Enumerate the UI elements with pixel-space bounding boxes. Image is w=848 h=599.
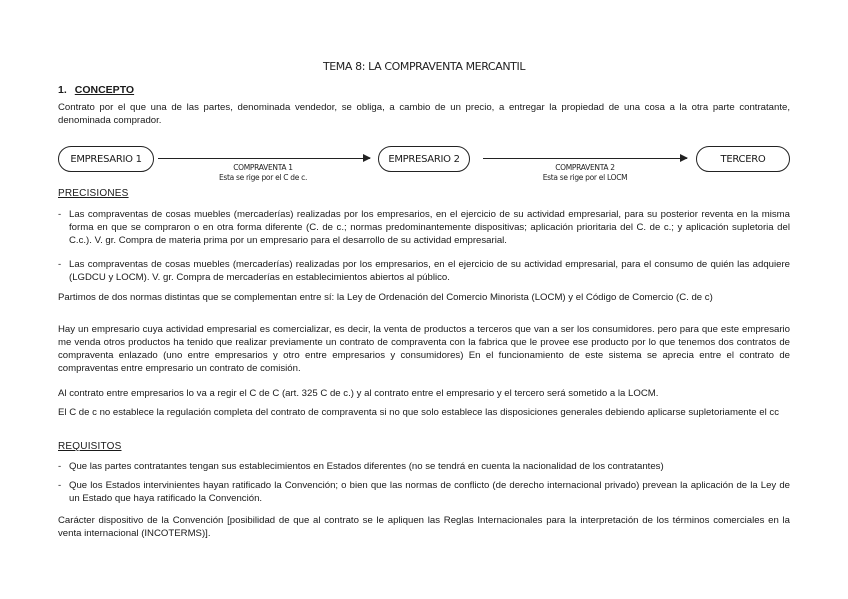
arrow-1-subtitle: Esta se rige por el C de c. xyxy=(218,173,308,182)
empresario-1-box: EMPRESARIO 1 xyxy=(58,146,154,172)
arrow-2-label xyxy=(490,163,680,183)
tercero-box: TERCERO xyxy=(696,146,790,172)
arrow-1-title: COMPRAVENTA 1 xyxy=(233,163,293,172)
precisiones-heading: PRECISIONES xyxy=(58,188,129,199)
requisitos-item-text: Que los Estados intervinientes hayan ratificado la Convención; o bien que las normas de conflicto (de derecho internacional privado) prevean la aplicación de la Ley de un Estado que haya ratificado la Convención. xyxy=(69,480,790,504)
section-heading-concepto xyxy=(58,84,134,96)
requisitos-item: - Que los Estados intervinientes hayan ratificado la Convención; o bien que las normas de conflicto (de derecho internacional privado) prevean la aplicación de la Ley de un Estado que haya ratificado la Convención. xyxy=(58,480,790,504)
paragraph-empresario: Hay un empresario cuya actividad empresarial es comercializar, es decir, la venta de productos a terceros que van a ser los consumidores. pero para que este empresario me venda otros productos ha tenido que realizar previamente un contrato de compraventa con la fabrica que le provee ese producto por lo que tenemos dos contratos de compraventa enlazado (uno entre empresarios y otro entre empresarios y consumidores) En el funcionamiento de este sistema se aprecia entre el contrato de compraventas entre empresario un contrato de comisión. xyxy=(58,324,790,374)
arrow-2-title: COMPRAVENTA 2 xyxy=(555,163,615,172)
arrow-1-label xyxy=(168,163,358,183)
document-title: TEMA 8: LA COMPRAVENTA MERCANTIL xyxy=(322,60,526,73)
section-number: 1. xyxy=(58,84,67,96)
section-title: CONCEPTO xyxy=(74,84,135,96)
requisitos-heading: REQUISITOS xyxy=(58,441,122,452)
precisiones-item: - Las compraventas de cosas muebles (mercaderías) realizadas por los empresarios, en el ejercicio de su actividad empresarial, para el consumo de quién las adquiere (LGDCU y LOCM). V. gr. Compra de mercaderías en establecimientos abiertos al público. xyxy=(58,259,790,283)
paragraph-normas: Partimos de dos normas distintas que se complementan entre sí: la Ley de Ordenación del Comercio Minorista (LOCM) y el Código de Comercio (C. de c) xyxy=(58,292,713,303)
arrow-1 xyxy=(158,158,370,159)
paragraph-supletorio: El C de c no establece la regulación completa del contrato de compraventa si no que solo establece las disposiciones generales debiendo aplicarse supletoriamente el cc xyxy=(58,407,780,418)
requisitos-item-text: Que las partes contratantes tengan sus establecimientos en Estados diferentes (no se tendrá en cuenta la nacionalidad de los contratantes) xyxy=(69,461,664,472)
concepto-paragraph: Contrato por el que una de las partes, denominada vendedor, se obliga, a cambio de un precio, a entregar la propiedad de una cosa a la otra parte contratante, denominada comprador. xyxy=(58,102,790,126)
precisiones-item-text: Las compraventas de cosas muebles (mercaderías) realizadas por los empresarios, en el ejercicio de su actividad empresarial, para su posterior reventa en la misma forma en que se compraron o en otra forma diferente (C. de c.; normas predominantemente dispositivas; aplicación prioritaria del C. de c.; y aplicación supletoria del C.c.). V. gr. Compra de materia prima por un empresario para el desarrollo de su actividad empresarial. xyxy=(69,209,790,246)
empresario-2-box: EMPRESARIO 2 xyxy=(378,146,470,172)
arrow-2-subtitle: Esta se rige por el LOCM xyxy=(542,173,628,182)
closing-paragraph: Carácter dispositivo de la Convención [posibilidad de que al contrato se le apliquen las Reglas Internacionales para la interpretación de los términos comerciales en la venta internacional (INCOTERMS)]. xyxy=(58,515,790,539)
precisiones-item: - Las compraventas de cosas muebles (mercaderías) realizadas por los empresarios, en el ejercicio de su actividad empresarial, para su posterior reventa en la misma forma en que se compraron o en otra forma diferente (C. de c.; normas predominantemente dispositivas; aplicación prioritaria del C. de c.; y aplicación supletoria del C.c.). V. gr. Compra de materia prima por un empresario para el desarrollo de su actividad empresarial. xyxy=(58,209,790,246)
arrow-2 xyxy=(483,158,687,159)
precisiones-item-text: Las compraventas de cosas muebles (mercaderías) realizadas por los empresarios, en el ejercicio de su actividad empresarial, para el consumo de quién las adquiere (LGDCU y LOCM). V. gr. Compra de mercaderías en establecimientos abiertos al público. xyxy=(69,259,790,283)
requisitos-item: - Que las partes contratantes tengan sus establecimientos en Estados diferentes (no se tendrá en cuenta la nacionalidad de los contratantes) xyxy=(58,460,790,473)
paragraph-regimen: Al contrato entre empresarios lo va a regir el C de C (art. 325 C de c.) y al contrato entre el empresario y el tercero será sometido a la LOCM. xyxy=(58,388,659,399)
